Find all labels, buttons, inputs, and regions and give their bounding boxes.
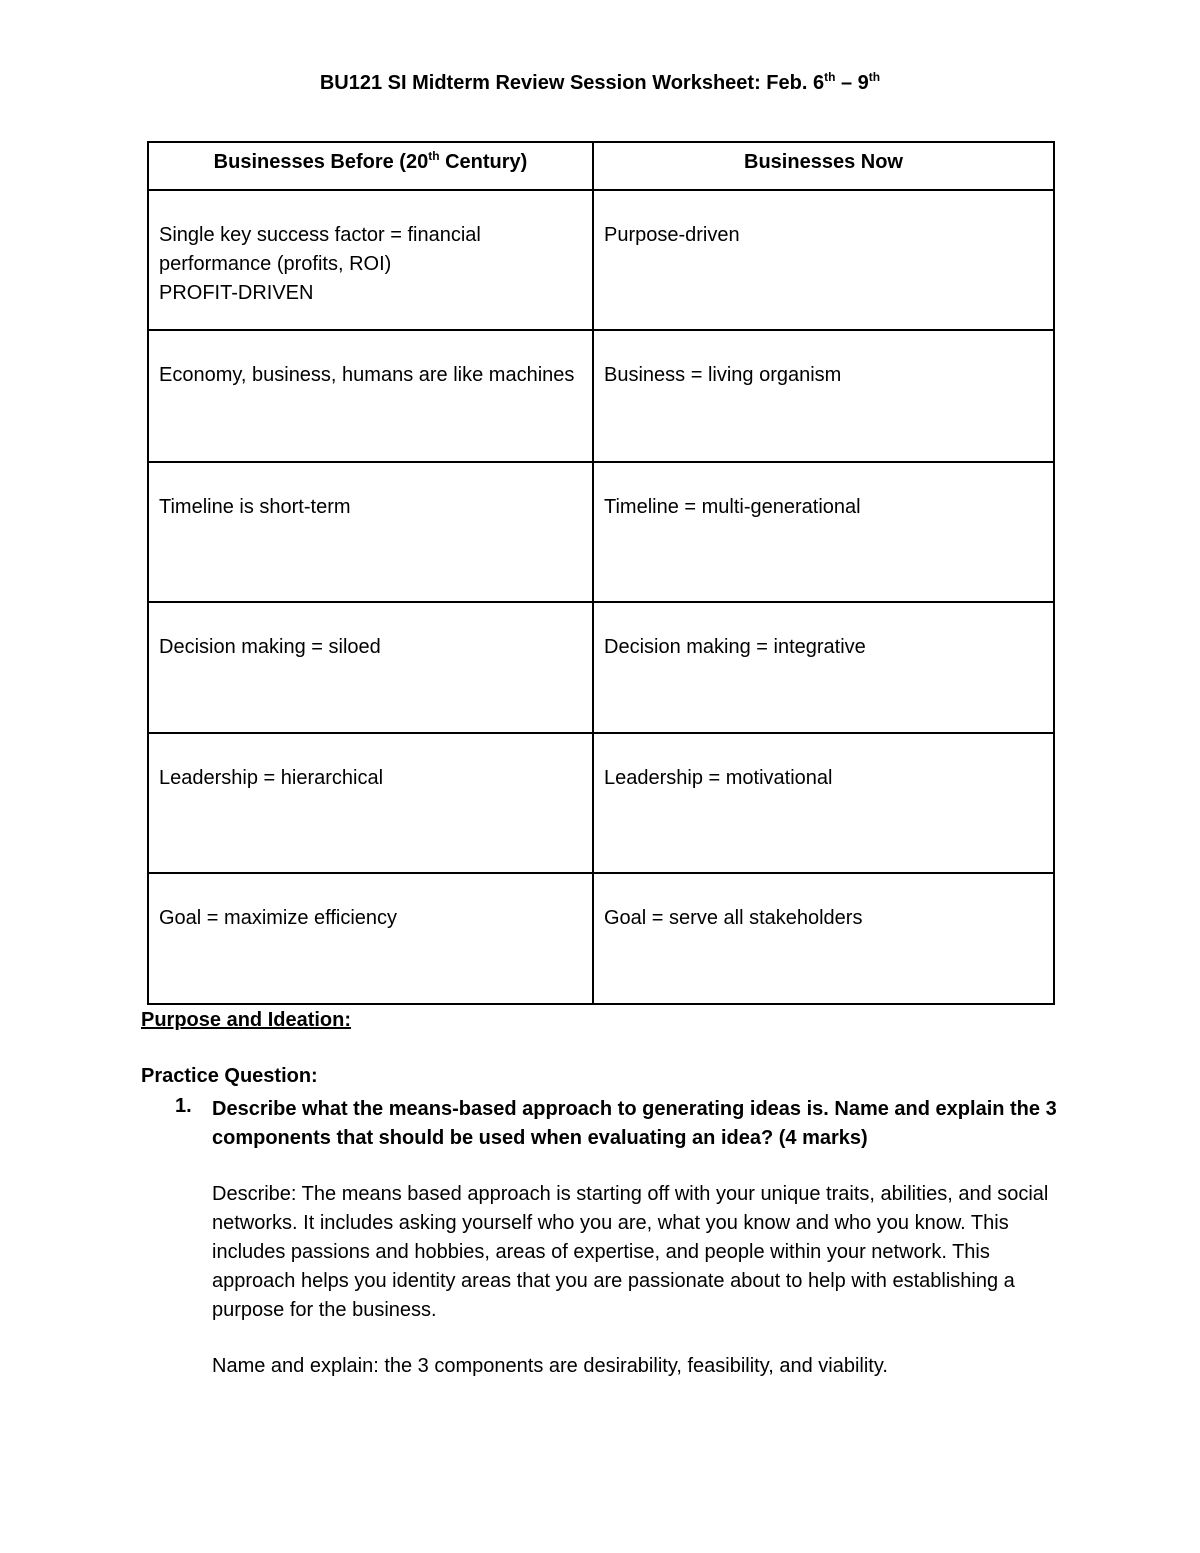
cell-now: Purpose-driven (593, 190, 1054, 330)
cell-now: Timeline = multi-generational (593, 462, 1054, 602)
cell-now: Decision making = integrative (593, 602, 1054, 733)
question-text: Describe what the means-based approach to generating ideas is. Name and explain the 3 components that should be used when evaluating an idea? (4 marks) (212, 1098, 1057, 1149)
answer-describe: Describe: The means based approach is starting off with your unique traits, abilities, and social networks. It includes asking yourself who you are, what you know and who you know. This includes passions and hobbies, areas of expertise, and people within your network. This approach helps you identity areas that you are passionate about to help with establishing a purpose for the business. (212, 1183, 1049, 1321)
table-row (148, 873, 1054, 1004)
document-title: BU121 SI Midterm Review Session Worksheet: Feb. 6th – 9th (319, 70, 881, 94)
question-number: 1. (175, 1095, 192, 1117)
table-header-row (148, 142, 1054, 190)
cell-before: Decision making = siloed (148, 602, 593, 733)
cell-now: Business = living organism (593, 330, 1054, 462)
cell-before: Goal = maximize efficiency (148, 873, 593, 1004)
cell-before: Economy, business, humans are like machines (148, 330, 593, 462)
cell-before: Single key success factor = financial performance (profits, ROI) PROFIT-DRIVEN (148, 190, 593, 330)
cell-before: Timeline is short-term (148, 462, 593, 602)
table-row (148, 190, 1054, 330)
answer-name-explain: Name and explain: the 3 components are desirability, feasibility, and viability. (212, 1355, 888, 1377)
header-businesses-before: Businesses Before (20th Century) (148, 142, 593, 190)
header-businesses-now: Businesses Now (593, 142, 1054, 190)
table-row (148, 733, 1054, 873)
practice-question-heading: Practice Question: (141, 1065, 318, 1087)
table-row (148, 330, 1054, 462)
cell-now: Goal = serve all stakeholders (593, 873, 1054, 1004)
table-row (148, 602, 1054, 733)
table-row (148, 462, 1054, 602)
section-heading: Purpose and Ideation: (141, 1009, 352, 1031)
cell-before: Leadership = hierarchical (148, 733, 593, 873)
cell-now: Leadership = motivational (593, 733, 1054, 873)
comparison-table (147, 141, 1055, 1005)
